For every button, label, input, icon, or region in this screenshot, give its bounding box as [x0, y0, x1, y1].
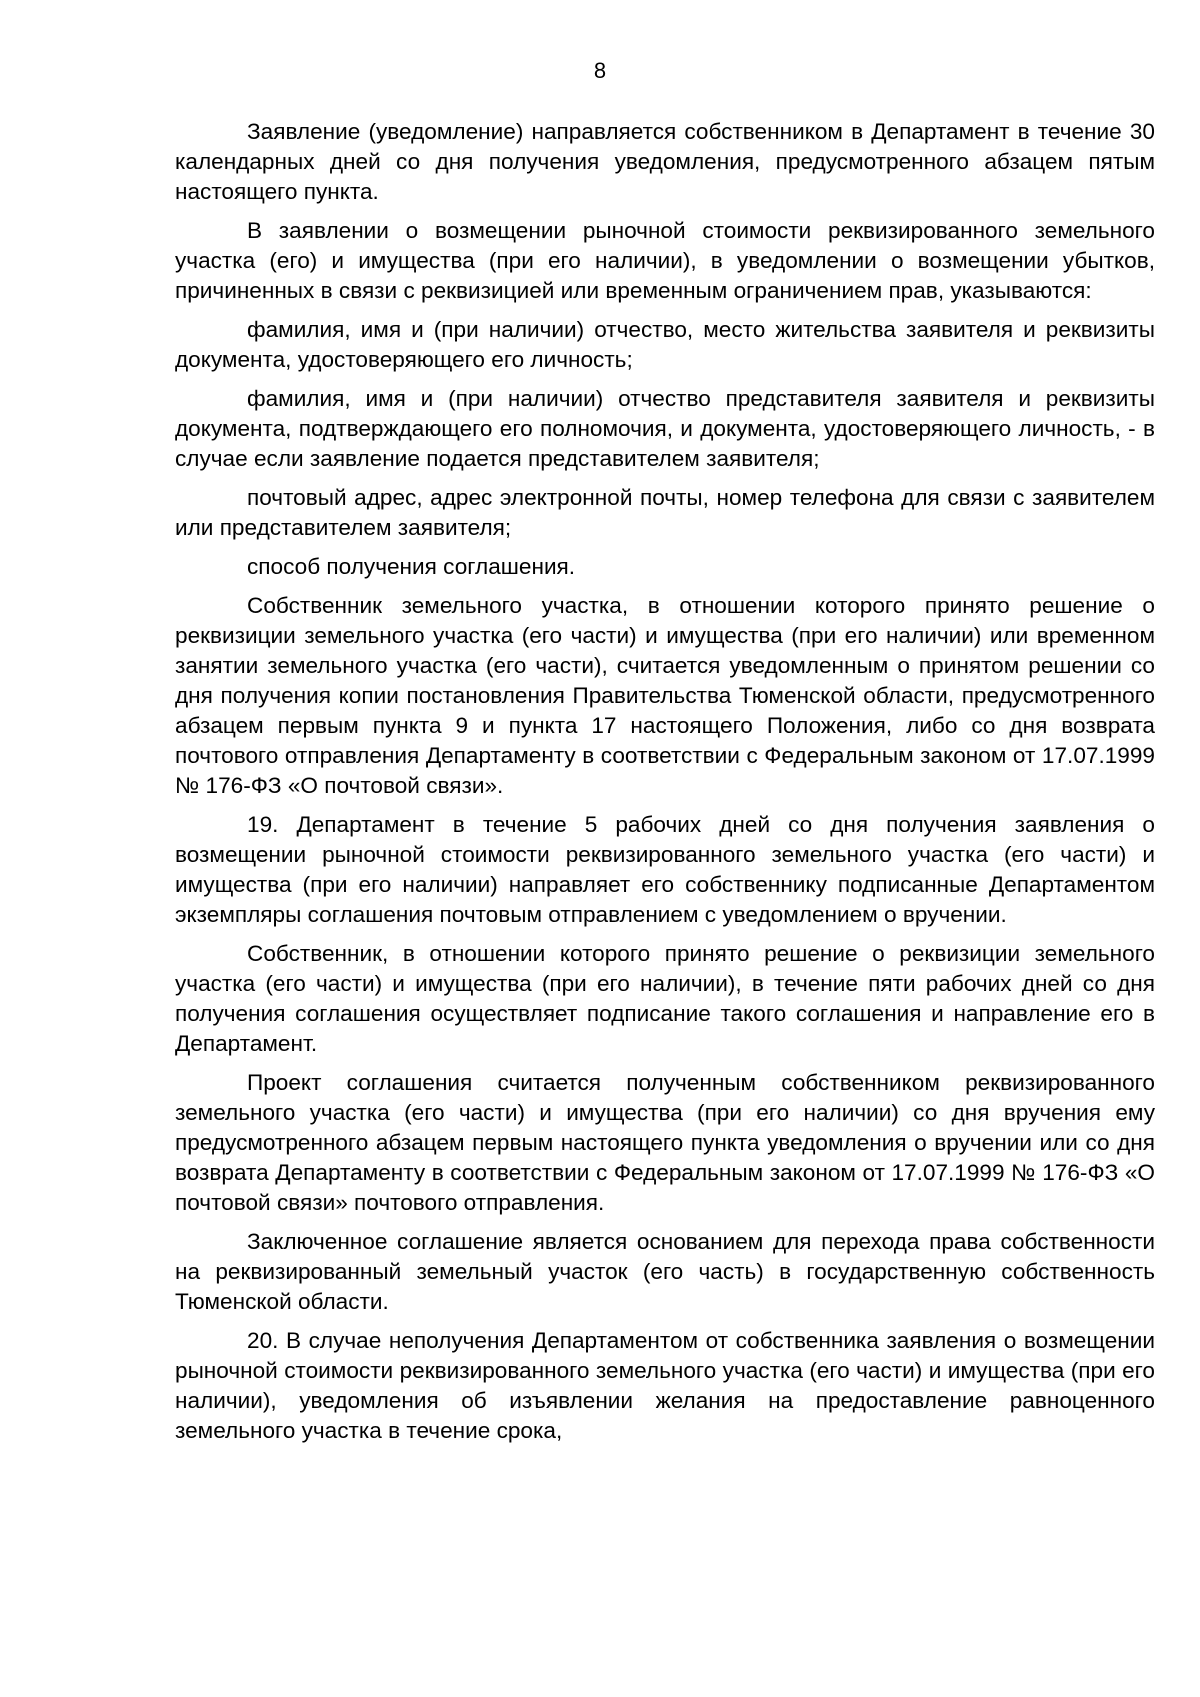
- paragraph-ownership-transfer: Заключенное соглашение является основанием для перехода права собственности на реквизированный земельный участок (его часть) в государственную собственность Тюменской области.: [175, 1229, 1155, 1314]
- paragraph-contact-details: почтовый адрес, адрес электронной почты, номер телефона для связи с заявителем или представителем заявителя;: [175, 485, 1155, 540]
- paragraph-receipt-method: способ получения соглашения.: [247, 554, 576, 579]
- paragraph-draft-received: Проект соглашения считается полученным собственником реквизированного земельного участка (его части) и имущества (при его наличии) со дня вручения ему предусмотренного абзацем первым настоящего пункта уведомления о вручении или со дня возврата Департаменту в соответствии с Федеральным законом от 17.07.1999 № 176-ФЗ «О почтовой связи» почтового отправления.: [175, 1070, 1155, 1215]
- paragraph-applicant-identity: фамилия, имя и (при наличии) отчество, место жительства заявителя и реквизиты документа, удостоверяющего его личность;: [175, 317, 1155, 372]
- paragraph-item-19: 19. Департамент в течение 5 рабочих дней со дня получения заявления о возмещении рыночной стоимости реквизированного земельного участка (его части) и имущества (при его наличии) направляет его собственнику подписанные Департаментом экземпляры соглашения почтовым отправлением с уведомлением о вручении.: [175, 812, 1155, 927]
- page-number: 8: [593, 58, 607, 83]
- paragraph-application-contents: В заявлении о возмещении рыночной стоимости реквизированного земельного участка (его) и имущества (при его наличии), в уведомлении о возмещении убытков, причиненных в связи с реквизицией или временным ограничением прав, указываются:: [175, 218, 1155, 303]
- paragraph-owner-signing: Собственник, в отношении которого принято решение о реквизиции земельного участка (его части) и имущества (при его наличии), в течение пяти рабочих дней со дня получения соглашения осуществляет подписание такого соглашения и направление его в Департамент.: [175, 941, 1155, 1056]
- document-body: [175, 117, 1155, 1455]
- paragraph-representative-identity: фамилия, имя и (при наличии) отчество представителя заявителя и реквизиты документа, подтверждающего его полномочия, и документа, удостоверяющего личность, - в случае если заявление подается представителем заявителя;: [175, 386, 1155, 471]
- paragraph-application-deadline: Заявление (уведомление) направляется собственником в Департамент в течение 30 календарных дней со дня получения уведомления, предусмотренного абзацем пятым настоящего пункта.: [175, 119, 1155, 204]
- paragraph-item-20: 20. В случае неполучения Департаментом от собственника заявления о возмещении рыночной стоимости реквизированного земельного участка (его части) и имущества (при его наличии), уведомления об изъявлении желания на предоставление равноценного земельного участка в течение срока,: [175, 1328, 1155, 1443]
- paragraph-owner-notified: Собственник земельного участка, в отношении которого принято решение о реквизиции земельного участка (его части) и имущества (при его наличии) или временном занятии земельного участка (его части), считается уведомленным о принятом решении со дня получения копии постановления Правительства Тюменской области, предусмотренного абзацем первым пункта 9 и пункта 17 настоящего Положения, либо со дня возврата почтового отправления Департаменту в соответствии с Федеральным законом от 17.07.1999 № 176-ФЗ «О почтовой связи».: [175, 593, 1155, 798]
